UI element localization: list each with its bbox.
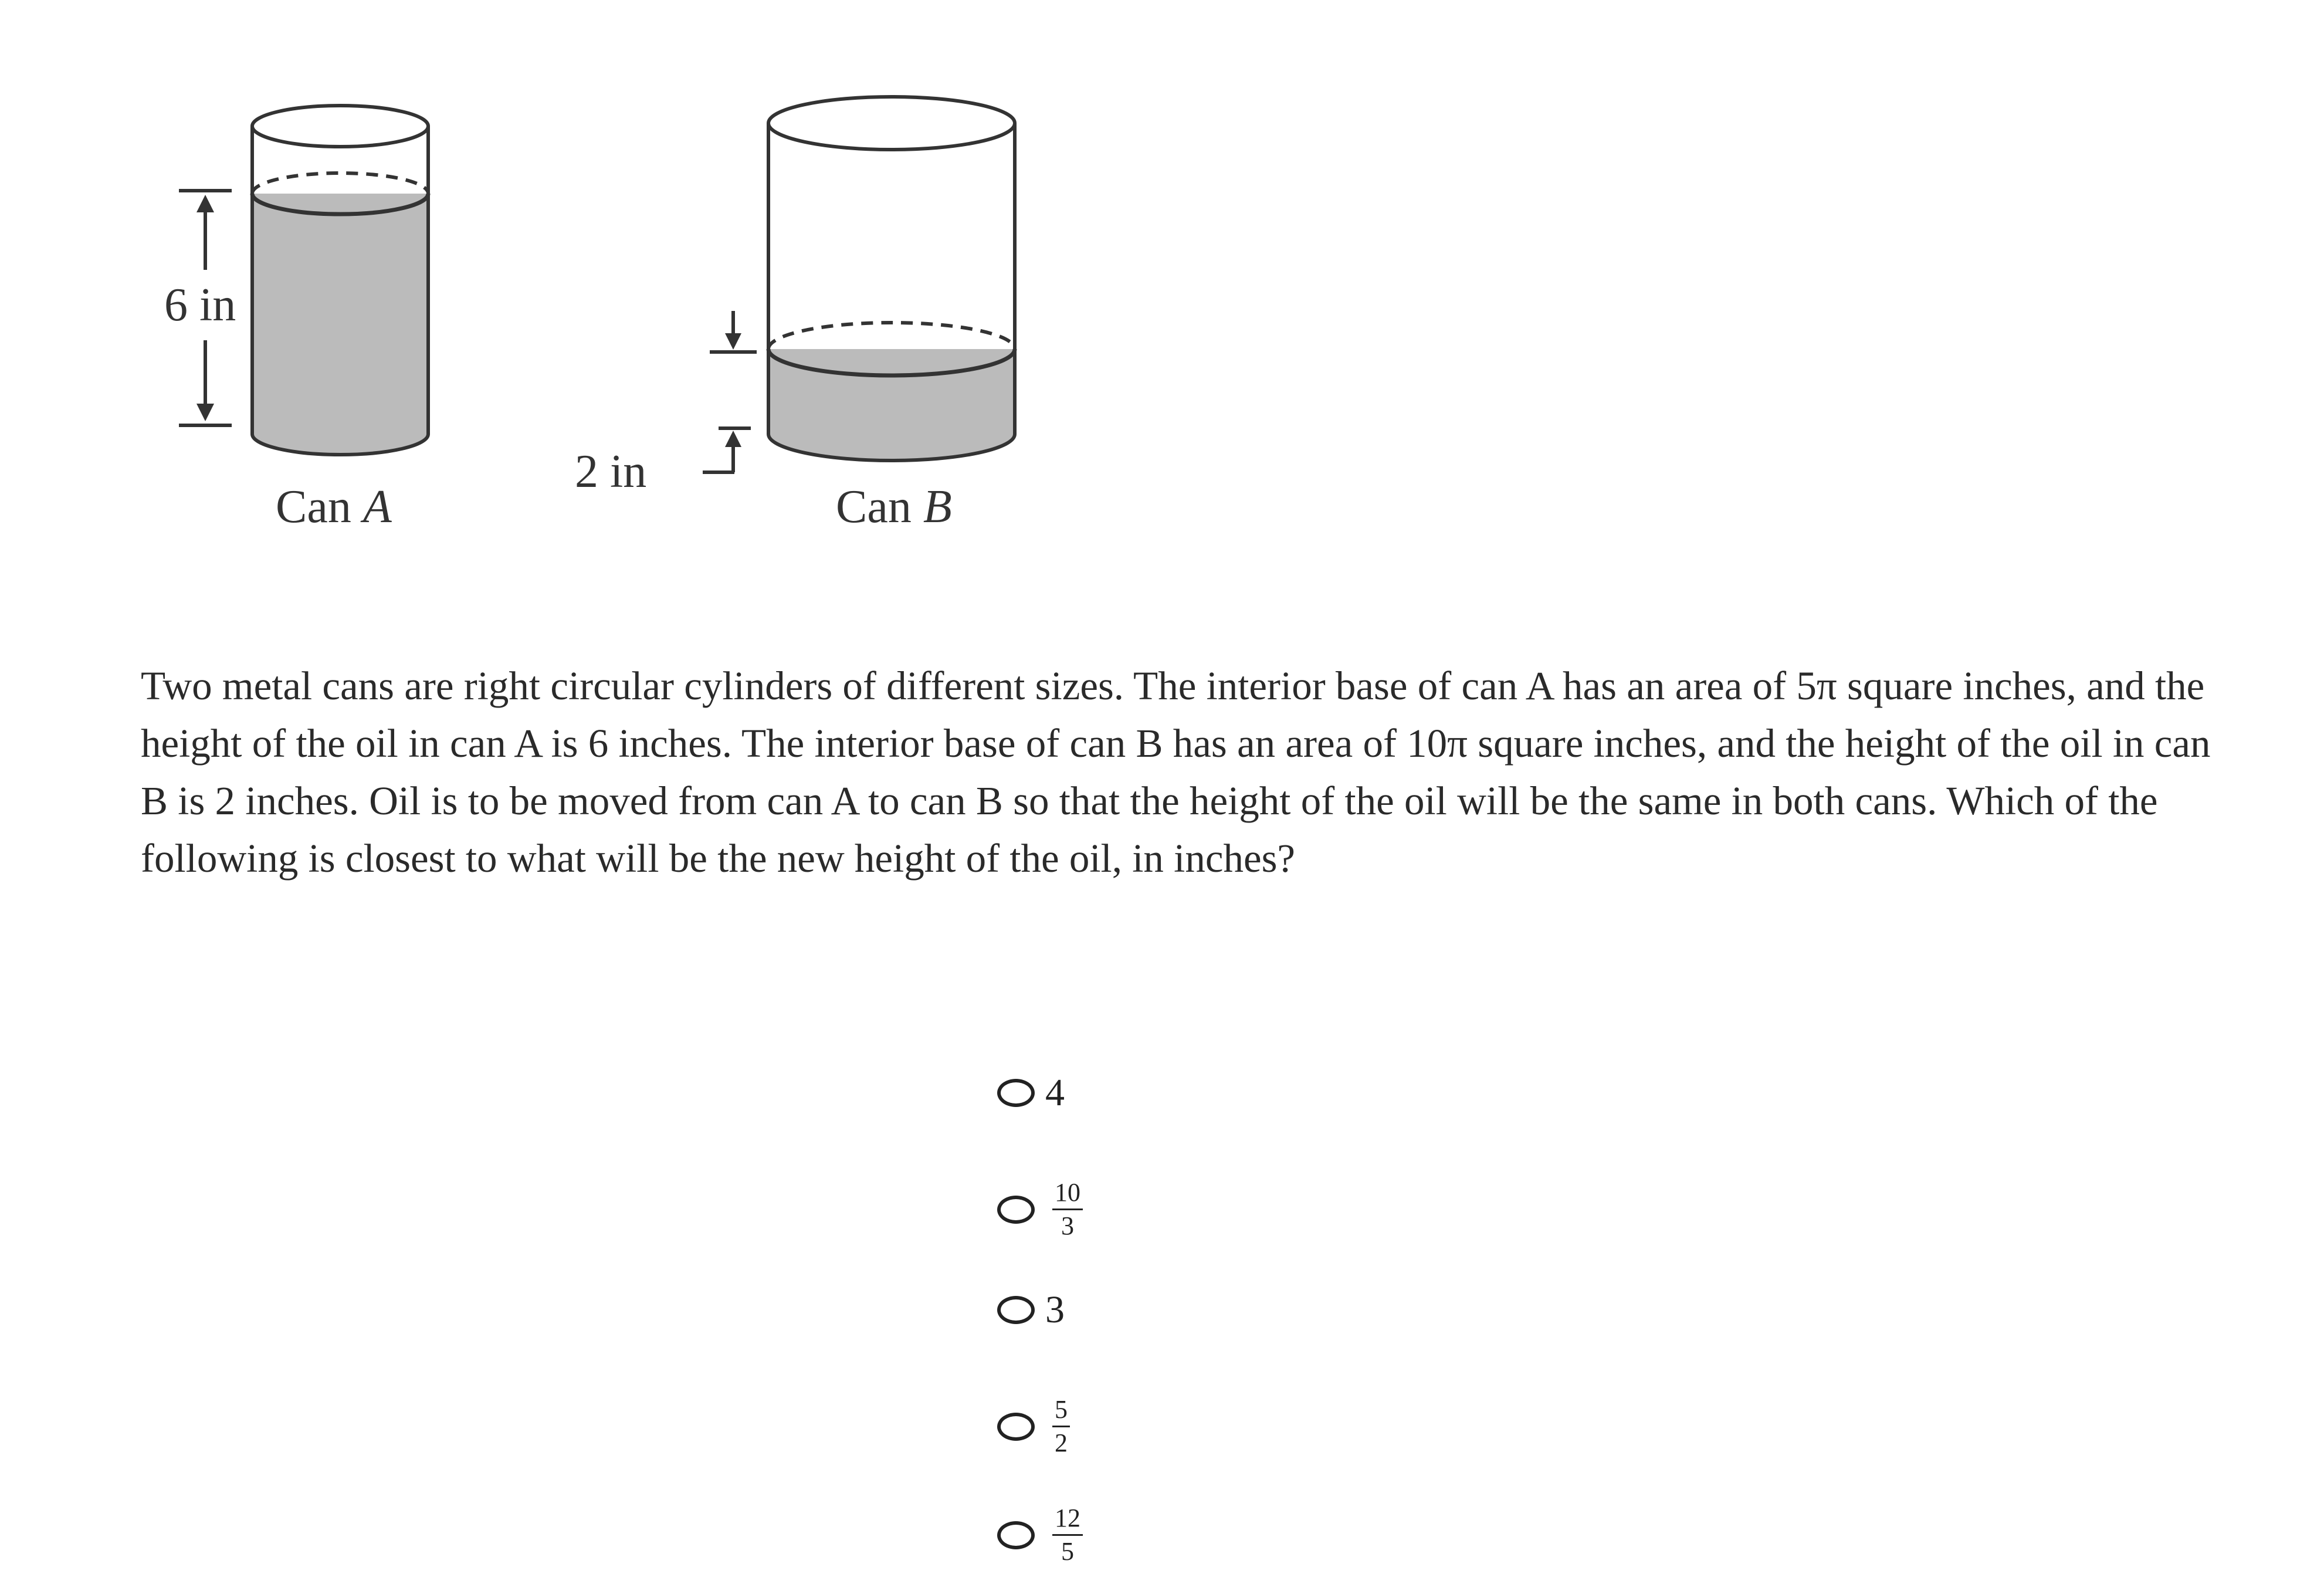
- choice-fraction: [1052, 1396, 1070, 1457]
- choice-1[interactable]: [997, 1071, 1065, 1114]
- radio-button[interactable]: [997, 1413, 1035, 1441]
- can-b-oil: [768, 349, 1015, 461]
- can-a: [252, 106, 428, 455]
- fraction-numerator: 12: [1052, 1505, 1083, 1536]
- radio-button[interactable]: [997, 1296, 1035, 1324]
- can-b-dimension: [703, 311, 757, 472]
- fraction-denominator: 5: [1061, 1537, 1074, 1566]
- choice-label: 3: [1045, 1288, 1065, 1331]
- choice-label: 4: [1045, 1071, 1065, 1114]
- choice-3[interactable]: [997, 1288, 1065, 1331]
- fraction-denominator: 2: [1055, 1428, 1068, 1457]
- can-a-height-label: 6 in: [164, 279, 236, 331]
- radio-button[interactable]: [997, 1079, 1035, 1107]
- choice-5[interactable]: [997, 1505, 1083, 1565]
- question-text: Two metal cans are right circular cylinders of different sizes. The interior base of can A has an area of 5π square inches, and the height of the oil in can A is 6 inches. The interior base of can B has an area of 10π square inches, and the height of the oil in can B is 2 inches. Oil is to be moved from can A to can B so that the height of the oil will be the same in both cans. Which of the following is closest to what will be the new height of the oil, in inches?: [141, 664, 2211, 881]
- choice-2[interactable]: [997, 1179, 1083, 1240]
- can-a-oil: [252, 194, 428, 455]
- choice-fraction: [1052, 1505, 1083, 1565]
- cylinder-figure: [111, 59, 1097, 587]
- can-b-label: Can B: [836, 481, 952, 533]
- can-b-height-label: 2 in: [575, 446, 647, 497]
- cans-diagram: [111, 59, 1097, 587]
- can-a-label: Can A: [276, 481, 392, 533]
- fraction-numerator: 5: [1052, 1396, 1070, 1427]
- fraction-denominator: 3: [1061, 1211, 1074, 1240]
- choice-4[interactable]: [997, 1396, 1070, 1457]
- fraction-numerator: 10: [1052, 1179, 1083, 1210]
- radio-button[interactable]: [997, 1196, 1035, 1224]
- choice-fraction: [1052, 1179, 1083, 1240]
- can-b: [768, 97, 1015, 461]
- radio-button[interactable]: [997, 1521, 1035, 1549]
